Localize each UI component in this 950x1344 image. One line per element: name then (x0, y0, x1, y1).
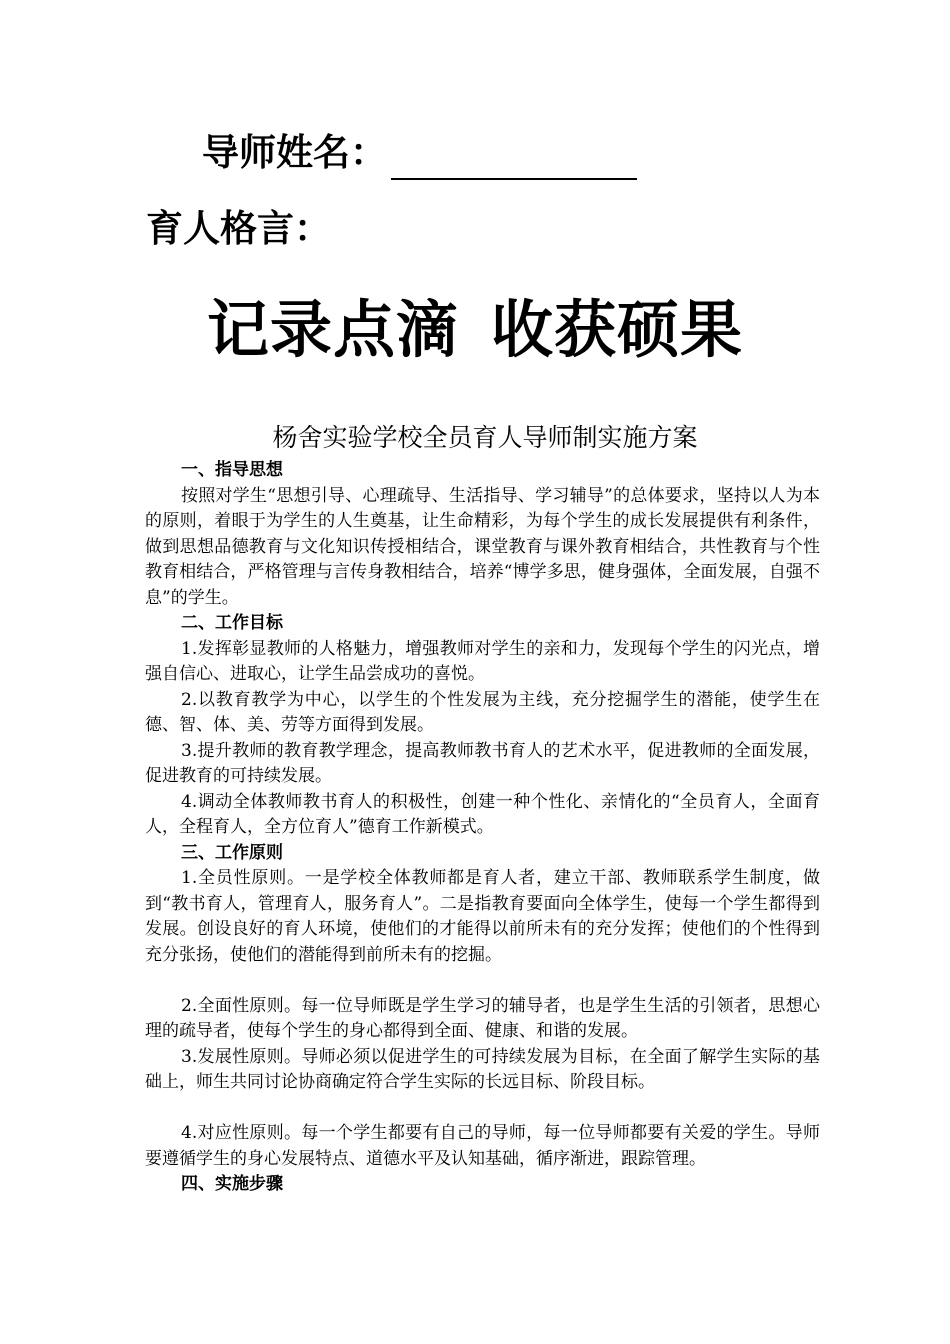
paragraph: 1.全员性原则。一是学校全体教师都是育人者，建立干部、教师联系学生制度，做到“教书育人，管理育人，服务育人”。二是指教育要面向全体学生，使每一个学生都得到发展。创设良好的育人环境，使他们的才能得以前所未有的充分发挥；使他们的个性得到充分张扬，使他们的潜能得到前所未有的挖掘。 (145, 868, 820, 965)
slogan-part-1: 记录点滴 (206, 293, 459, 366)
document-title: 杨舍实验学校全员育人导师制实施方案 (272, 423, 698, 452)
motto-label: 育人格言： (146, 207, 331, 250)
paragraph: 2.以教育教学为中心，以学生的个性发展为主线，充分挖掘学生的潜能，使学生在德、智、体、美、劳等方面得到发展。 (145, 689, 820, 735)
document-body (145, 458, 820, 1198)
section-heading: 三、工作原则 (181, 842, 283, 863)
paragraph: 3.发展性原则。导师必须以促进学生的可持续发展为目标，在全面了解学生实际的基础上，师生共同讨论协商确定符合学生实际的长远目标、阶段目标。 (145, 1046, 820, 1092)
slogan (0, 290, 950, 370)
paragraph: 按照对学生“思想引导、心理疏导、生活指导、学习辅导”的总体要求，坚持以人为本的原则，着眼于为学生的人生奠基，让生命精彩，为每个学生的成长发展提供有利条件，做到思想品德教育与文化知识传授相结合，课堂教育与课外教育相结合，共性教育与个性教育相结合，严格管理与言传身教相结合，培养“博学多思，健身强体，全面发展，自强不息”的学生。 (145, 485, 820, 608)
paragraph: 3.提升教师的教育教学理念，提高教师教书育人的艺术水平，促进教师的全面发展，促进教育的可持续发展。 (145, 740, 820, 786)
mentor-name-line (202, 126, 637, 180)
section-heading: 二、工作目标 (181, 613, 283, 633)
mentor-name-blank (391, 134, 637, 180)
blank-line (145, 1096, 820, 1122)
paragraph: 4.调动全体教师教书育人的积极性，创建一种个性化、亲情化的“全员育人，全面育人，全程育人，全方位育人”德育工作新模式。 (145, 791, 820, 837)
section-heading: 一、指导思想 (181, 460, 283, 480)
section-heading: 四、实施步骤 (181, 1174, 283, 1194)
mentor-name-label: 导师姓名： (202, 131, 387, 174)
paragraph: 4.对应性原则。每一个学生都要有自己的导师，每一位导师都要有关爱的学生。导师要遵循学生的身心发展特点、道德水平及认知基础，循序渐进，跟踪管理。 (145, 1123, 820, 1169)
blank-line (145, 968, 820, 994)
paragraph: 2.全面性原则。每一位导师既是学生学习的辅导者，也是学生生活的引领者，思想心理的疏导者，使每个学生的身心都得到全面、健康、和谐的发展。 (145, 995, 820, 1041)
slogan-part-2: 收获硕果 (491, 293, 744, 366)
paragraph: 1.发挥彰显教师的人格魅力，增强教师对学生的亲和力，发现每个学生的闪光点，增强自信心、进取心，让学生品尝成功的喜悦。 (145, 638, 820, 684)
